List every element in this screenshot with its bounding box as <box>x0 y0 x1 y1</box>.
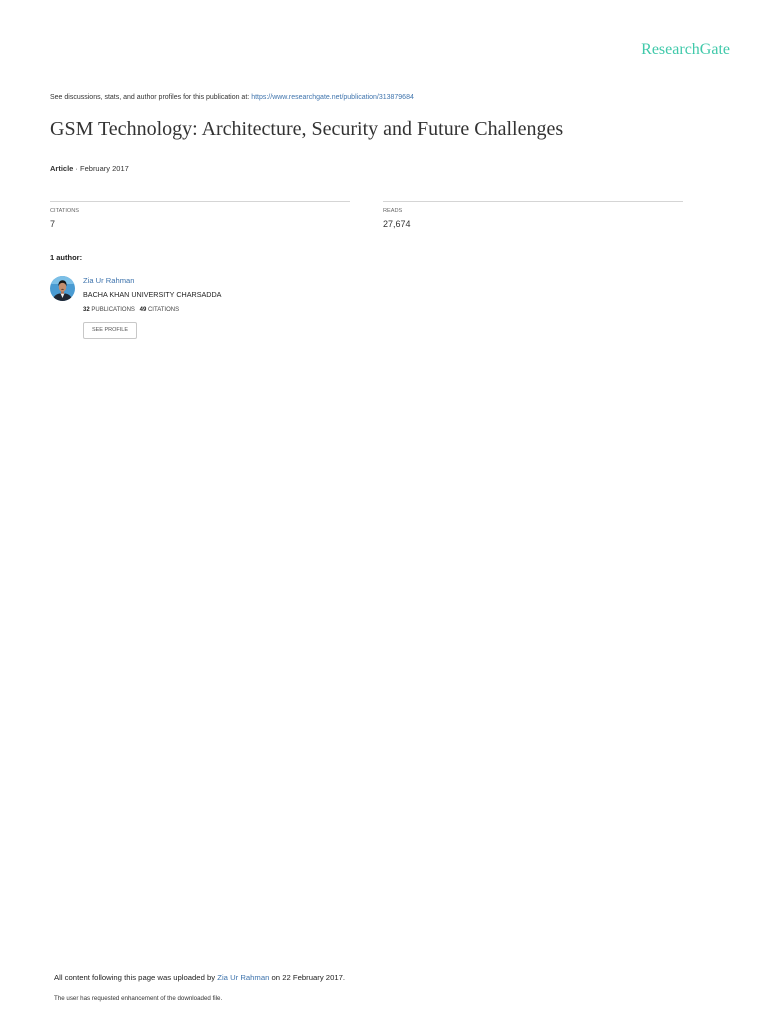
author-stats <box>83 307 179 314</box>
reads-label: READS <box>383 207 403 214</box>
citations-label: CITATIONS <box>50 207 80 214</box>
reads-count: 27,674 <box>383 218 411 229</box>
uploader-link[interactable]: Zia Ur Rahman <box>217 973 270 983</box>
publication-type: Article <box>50 164 74 173</box>
enhancement-note: The user has requested enhancement of the downloaded file. <box>54 995 223 1002</box>
author-count-label: 1 author: <box>50 252 83 262</box>
publication-url-link[interactable]: https://www.researchgate.net/publication/313879684 <box>251 94 414 101</box>
upload-note <box>54 973 345 983</box>
citations-divider <box>50 201 350 202</box>
publication-meta <box>50 164 129 173</box>
publication-title: GSM Technology: Architecture, Security and Future Challenges <box>50 118 564 140</box>
author-affiliation: BACHA KHAN UNIVERSITY CHARSADDA <box>83 289 222 299</box>
author-citations-label: CITATIONS <box>147 306 180 313</box>
author-publications-count: 32 <box>83 306 90 313</box>
upload-note-text: All content following this page was uploaded by <box>54 973 216 983</box>
discussion-note <box>50 94 414 102</box>
publication-date: February 2017 <box>80 164 129 173</box>
see-profile-button[interactable]: SEE PROFILE <box>83 322 137 339</box>
discussion-note-text: See discussions, stats, and author profiles for this publication at: <box>50 94 250 101</box>
author-photo <box>50 276 75 301</box>
researchgate-logo[interactable]: ResearchGate <box>641 41 730 58</box>
author-citations-count: 49 <box>139 306 147 313</box>
upload-date-text: on 22 February 2017. <box>271 973 346 983</box>
author-avatar[interactable] <box>50 276 75 301</box>
author-name-link[interactable]: Zia Ur Rahman <box>83 275 135 285</box>
meta-separator: · <box>73 164 81 173</box>
author-publications-label: PUBLICATIONS <box>91 306 135 313</box>
citations-count: 7 <box>50 218 56 229</box>
reads-divider <box>383 201 683 202</box>
